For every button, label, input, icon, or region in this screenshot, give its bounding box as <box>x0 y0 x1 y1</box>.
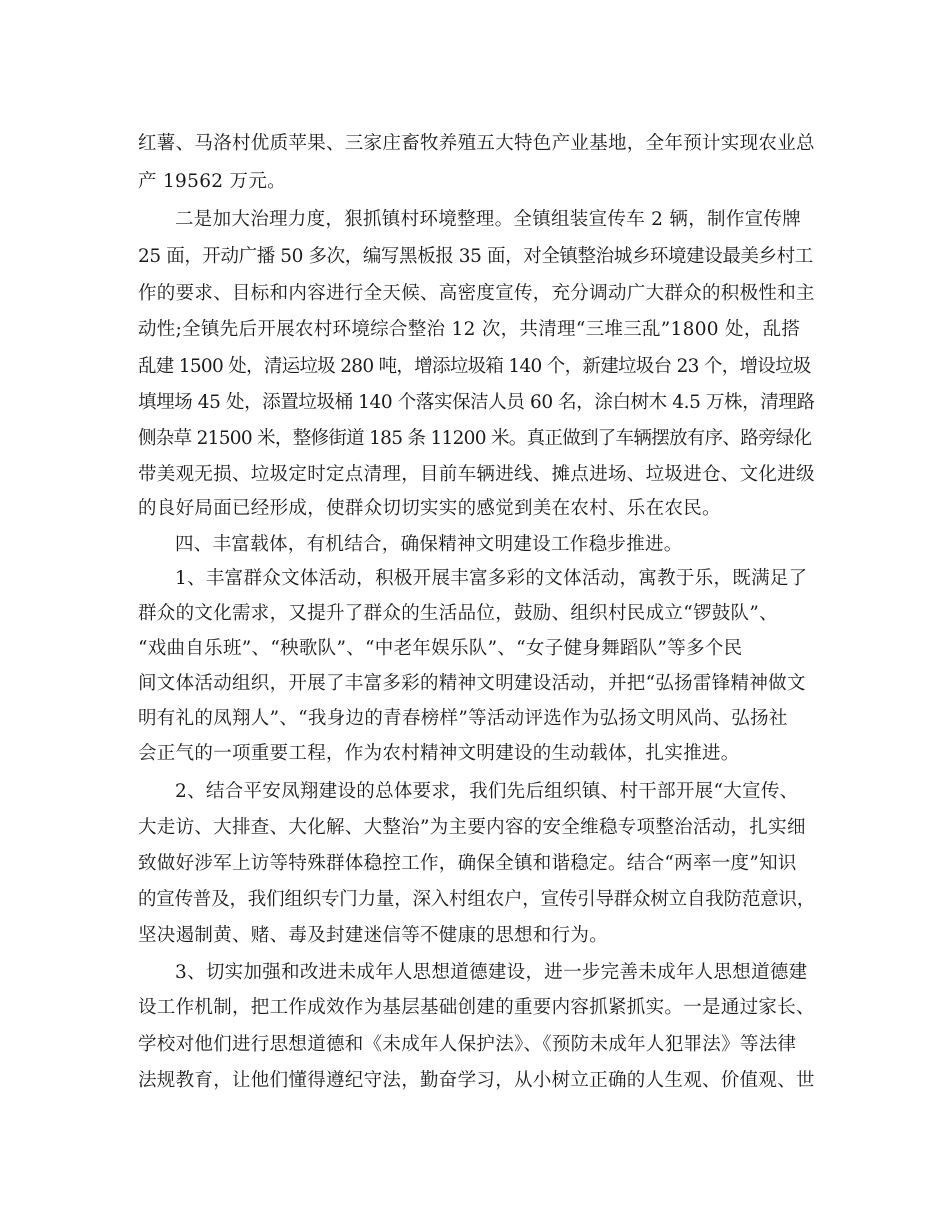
text-line: 坚决遏制黄、赌、毒及封建迷信等不健康的思想和行为。 <box>138 925 609 946</box>
text-line: 1、丰富群众文体活动，积极开展丰富多彩的文体活动，寓教于乐，既满足了 <box>175 568 808 589</box>
text-line: 致做好涉军上访等特殊群体稳控工作，确保全镇和谐稳定。结合“两率一度”知识 <box>138 853 797 874</box>
text-line: 明有礼的凤翔人”、“我身边的青春榜样”等活动评选作为弘扬文明风尚、弘扬社 <box>138 708 788 729</box>
text-line: 填埋场 45 处，添置垃圾桶 140 个落实保洁人员 60 名，涂白树木 4.5 万株，清理路 <box>138 392 815 413</box>
text-line: 产 19562 万元。 <box>138 171 286 192</box>
text-line: “戏曲自乐班”、“秧歌队”、“中老年娱乐队”、“女子健身舞蹈队”等多个民 <box>138 638 743 659</box>
text-line: 法规教育，让他们懂得遵纪守法，勤奋学习，从小树立正确的人生观、价值观、世 <box>138 1070 815 1091</box>
text-line: 带美观无损、垃圾定时定点清理，目前车辆进线、摊点进场、垃圾进仓、文化进级 <box>138 464 815 485</box>
text-line: 的宣传普及，我们组织专门力量，深入村组农户，宣传引导群众树立自我防范意识， <box>138 889 816 910</box>
text-line: 的良好局面已经形成，使群众切切实实的感觉到美在农村、乐在农民。 <box>138 498 721 519</box>
text-line: 乱建 1500 处，清运垃圾 280 吨，增添垃圾箱 140 个，新建垃圾台 23 个，增设垃圾 <box>138 356 811 377</box>
text-line: 动性;全镇先后开展农村环境综合整治 12 次，共清理“三堆三乱”1800 处，乱搭 <box>138 319 801 340</box>
text-line: 四、丰富载体，有机结合，确保精神文明建设工作稳步推进。 <box>175 534 683 555</box>
text-line: 学校对他们进行思想道德和《未成年人保护法》、《预防未成年人犯罪法》等法律 <box>138 1034 797 1055</box>
text-line: 二是加大治理力度，狠抓镇村环境整理。全镇组装宣传车 2 辆，制作宣传牌 <box>175 209 802 230</box>
text-line: 2、结合平安凤翔建设的总体要求，我们先后组织镇、村干部开展“大宣传、 <box>175 781 799 802</box>
text-line: 3、切实加强和改进未成年人思想道德建设，进一步完善未成年人思想道德建 <box>175 962 808 983</box>
text-line: 间文体活动组织，开展了丰富多彩的精神文明建设活动，并把“弘扬雷锋精神做文 <box>138 673 806 694</box>
text-line: 大走访、大排查、大化解、大整治”为主要内容的安全维稳专项整治活动，扎实细 <box>138 817 806 838</box>
text-line: 作的要求、目标和内容进行全天候、高密度宣传，充分调动广大群众的积极性和主 <box>138 283 815 304</box>
text-line: 25 面，开动广播 50 多次，编写黑板报 35 面，对全镇整治城乡环境建设最美乡村工 <box>138 246 813 267</box>
text-line: 会正气的一项重要工程，作为农村精神文明建设的生动载体，扎实推进。 <box>138 743 740 764</box>
text-line: 设工作机制，把工作成效作为基层基础创建的重要内容抓紧抓实。一是通过家长、 <box>138 997 815 1018</box>
text-line: 红薯、马洛村优质苹果、三家庄畜牧养殖五大特色产业基地，全年预计实现农业总 <box>138 133 815 154</box>
text-line: 侧杂草 21500 米，整修街道 185 条 11200 米。真正做到了车辆摆放有序、路旁绿化 <box>138 428 812 449</box>
text-line: 群众的文化需求，又提升了群众的生活品位，鼓励、组织村民成立“锣鼓队”、 <box>138 603 778 624</box>
